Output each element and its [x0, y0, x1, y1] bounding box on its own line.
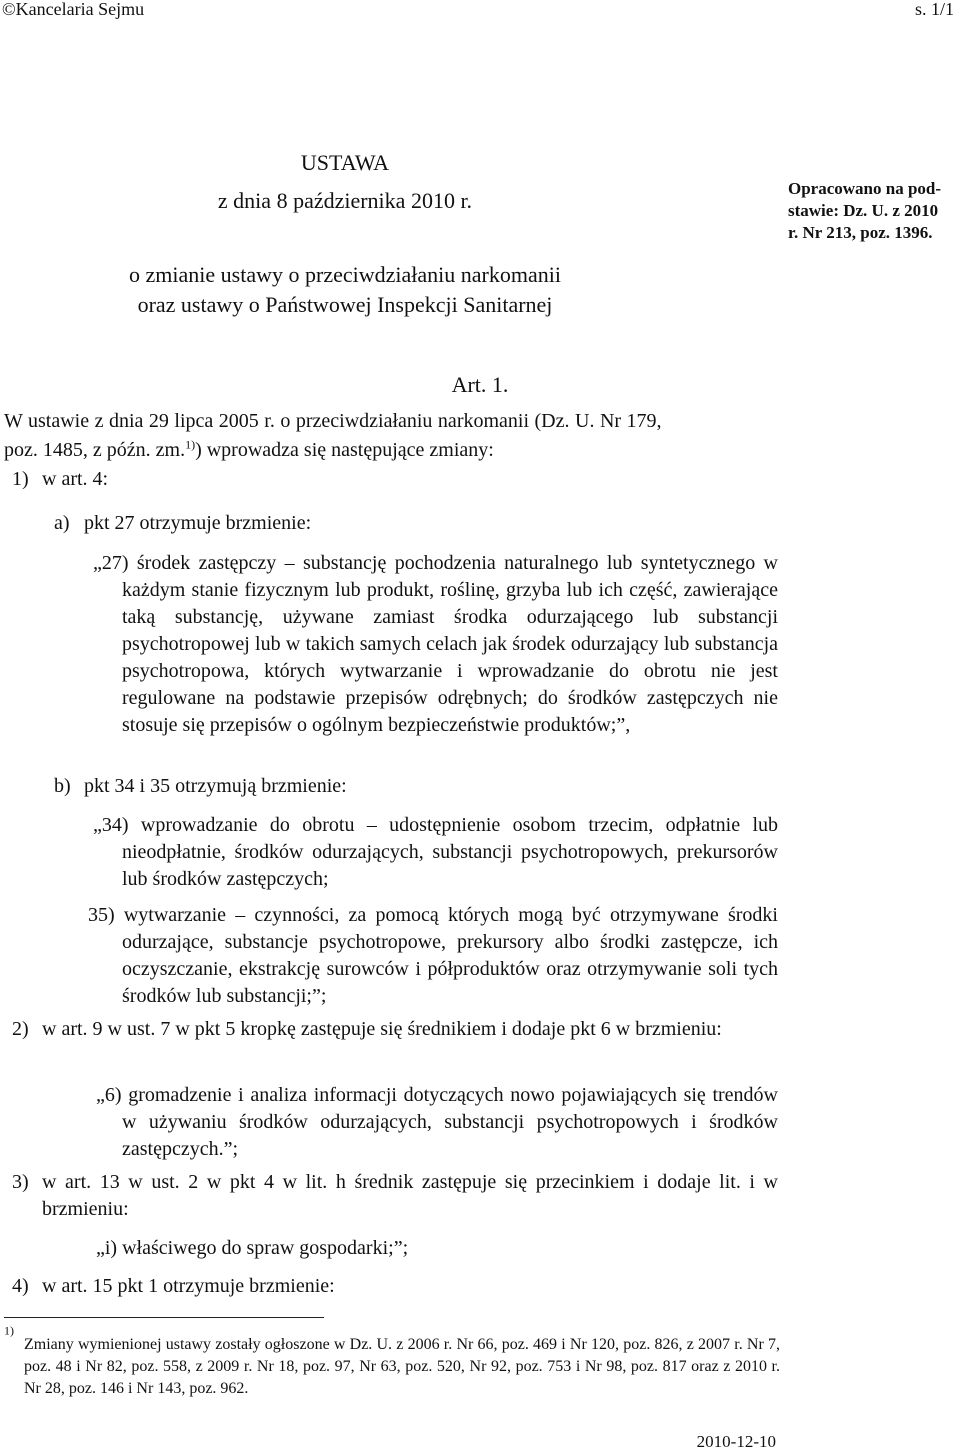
footnote-mark-number: 1) [4, 1323, 14, 1338]
act-title: USTAWA [300, 150, 390, 175]
letter-b-label: b) [54, 775, 71, 797]
point-1-text: w art. 4: [42, 468, 109, 490]
quoted-pkt-6: „6) gromadzenie i analiza informacji dotyczących nowo pojawiających się trendów w używaniu środków odurzających, substancji psychotropowych i środków zastępczych.”; [96, 1084, 778, 1160]
footnote-mark [4, 1323, 26, 1348]
intro-line2-text: poz. 1485, z późn. zm. [4, 439, 186, 461]
quoted-pkt-27: „27) środek zastępczy – substancję pochodzenia naturalnego lub syntetycznego w każdym stanie fizycznym lub produkt, roślinę, grzyba lub ich część, zawierające taką substancję, używane zamiast środka odurzającego lub substancji psychotropowej lub w takich samych celach jak środek odurzający lub substancja psychotropowa, których wytwarzanie i wprowadzanie do obrotu nie jest regulowane na podstawie przepisów odrębnych; do środków zastępczych nie stosuje się przepisów o ogólnym bezpieczeństwie produktów;”, [93, 552, 778, 736]
footnote-text: Zmiany wymienionej ustawy zostały ogłoszone w Dz. U. z 2006 r. Nr 66, poz. 469 i Nr 120, poz. 826, z 2007 r. Nr 7, poz. 48 i Nr 82, poz. 558, z 2009 r. Nr 18, poz. 97, Nr 63, poz. 520, Nr 92, poz. 753 i Nr 98, poz. 817 oraz z 2010 r. Nr 28, poz. 146 i Nr 143, poz. 962. [24, 1336, 780, 1397]
letter-a-text: pkt 27 otrzymuje brzmienie: [84, 512, 312, 534]
source-note-line1: Opracowano na pod- [788, 179, 942, 198]
source-note-line2: stawie: Dz. U. z 2010 [788, 201, 939, 220]
act-subject-line2: oraz ustawy o Państwowej Inspekcji Sanitarnej [137, 292, 553, 317]
point-3-text: w art. 13 w ust. 2 w pkt 4 w lit. h średnik zastępuje się przecinkiem i dodaje lit. i w brzmieniu: [42, 1171, 778, 1220]
point-4 [12, 1273, 335, 1300]
act-date: z dnia 8 października 2010 r. [217, 188, 473, 213]
article-heading: Art. 1. [451, 372, 509, 397]
point-2 [12, 1016, 778, 1043]
letter-b [54, 773, 347, 800]
footnote-separator [4, 1317, 324, 1318]
header-page-number: s. 1/1 [914, 0, 954, 19]
point-1-number: 1) [12, 468, 29, 490]
letter-a [54, 510, 311, 537]
intro-line2 [4, 437, 784, 464]
point-4-number: 4) [12, 1275, 29, 1297]
point-2-text: w art. 9 w ust. 7 w pkt 5 kropkę zastępuje się średnikiem i dodaje pkt 6 w brzmieniu: [42, 1018, 722, 1040]
quoted-pkt-34: „34) wprowadzanie do obrotu – udostępnienie osobom trzecim, odpłatnie lub nieodpłatnie, środków odurzających, substancji psychotropowych, prekursorów lub środków zastępczych; [93, 814, 778, 890]
quoted-lit-i: „i) właściwego do spraw gospodarki;”; [96, 1237, 409, 1259]
intro-line1: W ustawie z dnia 29 lipca 2005 r. o przeciwdziałaniu narkomanii (Dz. U. Nr 179, [4, 410, 662, 432]
point-3 [12, 1169, 778, 1223]
source-note [788, 178, 941, 244]
point-4-text: w art. 15 pkt 1 otrzymuje brzmienie: [42, 1275, 335, 1297]
intro-line2-end: ) wprowadza się następujące zmiany: [195, 439, 494, 461]
footnote-ref: 1) [185, 437, 196, 452]
letter-a-label: a) [54, 512, 70, 534]
act-subject-line1: o zmianie ustawy o przeciwdziałaniu narkomanii [129, 262, 561, 287]
quoted-pkt-35: 35) wytwarzanie – czynności, za pomocą których mogą być otrzymywane środki odurzające, substancje psychotropowe, prekursory albo środki zastępcze, ich oczyszczanie, ekstrakcję surowców i półproduktów oraz otrzymywanie soli tych środków lub substancji;”; [88, 904, 778, 1007]
footer-date: 2010-12-10 [696, 1432, 776, 1451]
point-2-number: 2) [12, 1018, 29, 1040]
letter-b-text: pkt 34 i 35 otrzymują brzmienie: [84, 775, 347, 797]
point-1 [12, 466, 108, 493]
header-copyright: ©Kancelaria Sejmu [2, 0, 145, 19]
source-note-line3: r. Nr 213, poz. 1396. [788, 223, 933, 242]
point-3-number: 3) [12, 1171, 29, 1193]
